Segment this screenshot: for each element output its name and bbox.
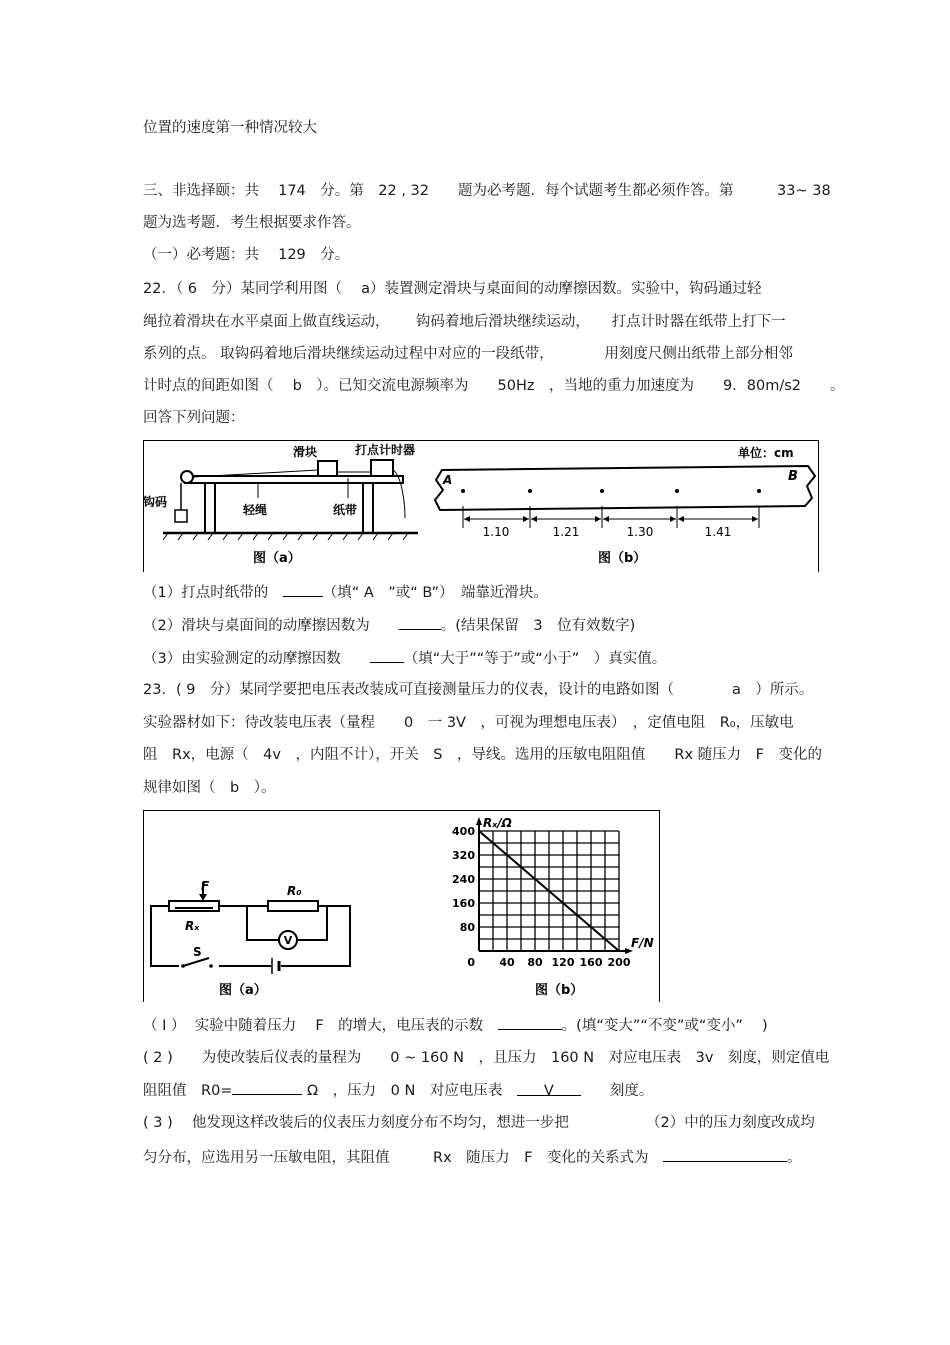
answer-blank[interactable] — [232, 1080, 302, 1095]
x-tick-label: 200 — [607, 956, 631, 969]
figure-1 — [143, 440, 819, 572]
text-line: 22．（ 6 分）某同学利用图（ a）装置测定滑块与桌面间的动摩擦因数。实验中，钩码通过轻 — [143, 281, 762, 297]
text-line: 规律如图（ b ）。 — [143, 780, 276, 796]
y-tick-label: 400 — [452, 825, 475, 838]
text-line: 绳拉着滑块在水平桌面上做直线运动， 钩码着地后滑块继续运动， 打点计时器在纸带上打下一 — [143, 314, 786, 330]
x-tick-label: 120 — [551, 956, 575, 969]
answer-blank[interactable] — [399, 615, 441, 630]
answer-blank[interactable] — [283, 582, 323, 597]
paper-tape-diagram — [435, 445, 815, 566]
circuit-diagram — [151, 879, 350, 998]
unit-label: 单位：cm — [738, 446, 794, 460]
question-line: 阻阻值 R0= Ω ，压力 0 N 对应电压表 V 刻度。 — [143, 1080, 653, 1101]
y-axis-label: Rₓ/Ω — [483, 816, 512, 830]
figure-caption: 图（a） — [253, 551, 301, 566]
figure-2 — [143, 810, 660, 1002]
apparatus-diagram — [143, 442, 418, 566]
weight-label: 钩码 — [143, 495, 168, 509]
text-line: 位置的速度第一种情况较大 — [143, 120, 317, 136]
text-line: ( 2 ) 为使改装后仪表的量程为 0 ~ 160 N ，且压力 160 N 对应电压表 3v 刻度，则定值电 — [143, 1050, 830, 1066]
figure-caption: 图（b） — [535, 983, 584, 998]
y-tick-label: 80 — [459, 921, 475, 934]
tape-label: 纸带 — [333, 503, 358, 517]
rope-label: 轻绳 — [243, 503, 268, 517]
timer-label: 打点计时器 — [355, 443, 416, 457]
distance-3: 1.30 — [626, 525, 654, 539]
text-line: 回答下列问题： — [143, 410, 245, 426]
x-tick-label: 40 — [499, 956, 515, 969]
switch-label: S — [193, 945, 202, 959]
distance-1: 1.10 — [482, 525, 510, 539]
force-label: F — [201, 879, 210, 893]
x-axis-label: F/N — [631, 936, 654, 950]
rx-label: Rₓ — [185, 919, 200, 933]
answer-blank[interactable] — [663, 1147, 787, 1162]
origin-label: 0 — [467, 956, 475, 969]
text-line: 题为选考题．考生根据要求作答。 — [143, 215, 361, 231]
text-line: 实验器材如下：待改装电压表（量程 0 一 3V ，可视为理想电压表） ，定值电阻 R₀，压敏电 — [143, 715, 794, 731]
text-line: （一）必考题：共 129 分。 — [143, 247, 350, 263]
figure-caption: 图（a） — [219, 983, 267, 998]
tape-end-a: A — [443, 473, 453, 487]
figure-caption: 图（b） — [598, 551, 647, 566]
y-tick-label: 320 — [452, 849, 475, 862]
text-line: 23．( 9 分）某同学要把电压表改装成可直接测量压力的仪表，设计的电路如图（ a ）所示。 — [143, 682, 814, 698]
text-line: 三、非选择颐：共 174 分。第 22 , 32 题为必考题．每个试题考生都必须作答。第 33~ 38 — [143, 183, 831, 199]
distance-2: 1.21 — [552, 525, 580, 539]
question-line: （2）滑块与桌面间的动摩擦因数为 。(结果保留 3 位有效数字) — [143, 615, 635, 636]
voltmeter-label: V — [283, 934, 293, 947]
y-tick-label: 160 — [452, 897, 475, 910]
text-line: ( 3 ) 他发现这样改装后的仪表压力刻度分布不均匀，想进一步把 （2）中的压力刻度改成均 — [143, 1115, 815, 1131]
text-line: 系列的点。 取钩码着地后滑块继续运动过程中对应的一段纸带， 用刻度尺侧出纸带上部分相邻 — [143, 346, 793, 362]
x-tick-label: 80 — [527, 956, 543, 969]
y-axis-arrow — [476, 817, 482, 825]
y-tick-label: 240 — [452, 873, 475, 886]
slider-label: 滑块 — [293, 445, 318, 459]
r0-label: R₀ — [287, 884, 302, 898]
answer-blank[interactable]: V — [517, 1081, 581, 1096]
tape-end-b: B — [788, 469, 798, 484]
text-line: 阻 Rx，电源（ 4v ，内阻不计），开关 S ，导线。选用的压敏电阻阻值 Rx 随压力 F 变化的 — [143, 747, 823, 763]
distance-4: 1.41 — [704, 525, 732, 539]
text-line: 计时点的间距如图（ b ）。已知交流电源频率为 50Hz ，当地的重力加速度为 9．80m/s2 。 — [143, 378, 845, 394]
rx-force-chart — [452, 816, 654, 998]
answer-blank[interactable] — [498, 1015, 562, 1030]
answer-blank[interactable] — [370, 648, 404, 663]
question-line: （3）由实验测定的动摩擦因数 （填“大于”“等于”或“小于” ）真实值。 — [143, 648, 666, 669]
x-tick-label: 160 — [579, 956, 603, 969]
question-line: （ I ） 实验中随着压力 F 的增大，电压表的示数 。(填“变大”“不变”或“变小” ) — [143, 1015, 768, 1036]
question-line: （1）打点时纸带的 （填“ A ”或“ B”） 端靠近滑块。 — [143, 582, 548, 603]
question-line: 匀分布，应选用另一压敏电阻，其阻值 Rx 随压力 F 变化的关系式为 。 — [143, 1147, 802, 1168]
